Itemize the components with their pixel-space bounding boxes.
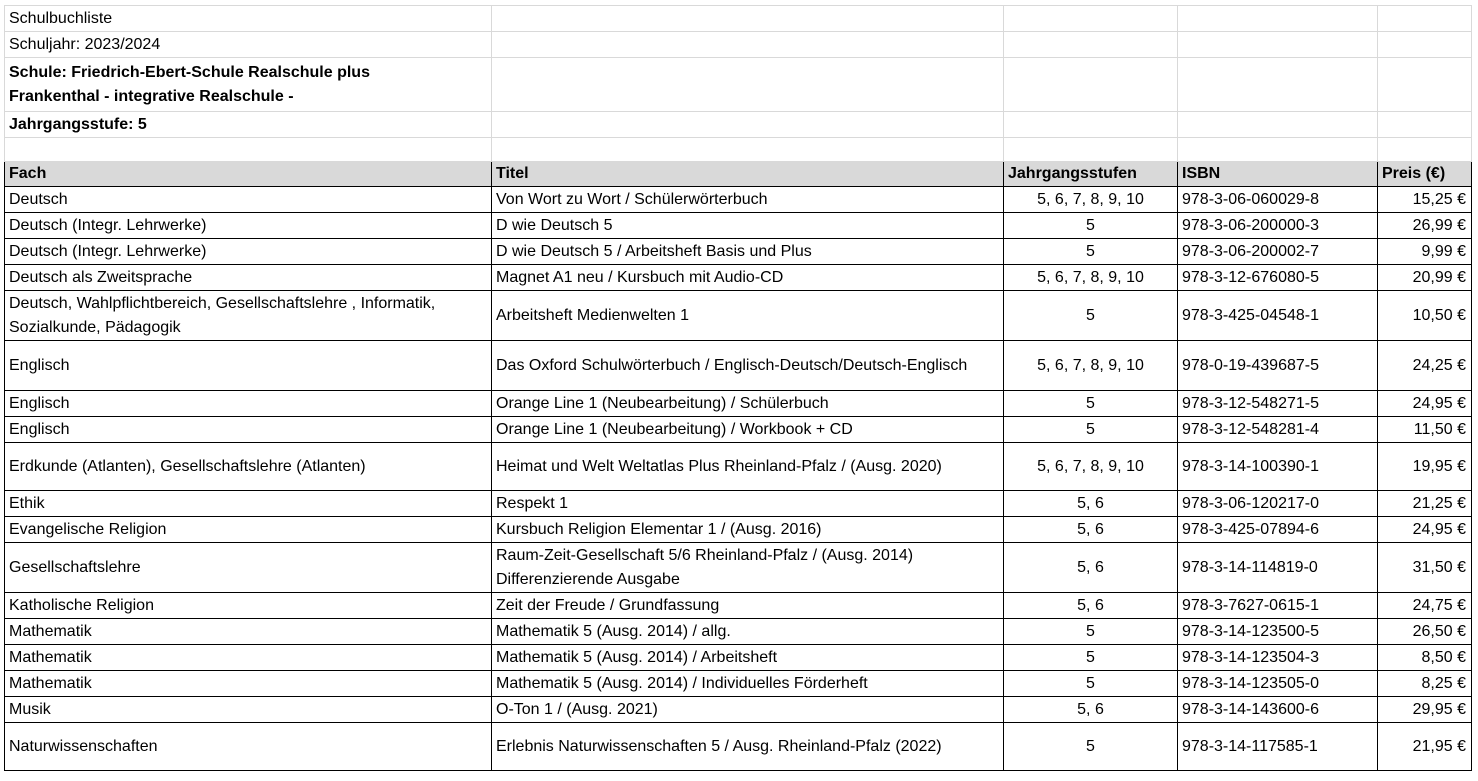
table-row: [5, 671, 1472, 697]
cell-isbn: 978-3-12-548281-4: [1178, 417, 1378, 443]
schulbuch-table: [4, 5, 1472, 771]
cell-fach: Gesellschaftslehre: [5, 543, 492, 593]
cell-titel: Von Wort zu Wort / Schülerwörterbuch: [492, 187, 1004, 213]
cell-titel: Arbeitsheft Medienwelten 1: [492, 291, 1004, 341]
cell-isbn: 978-3-14-117585-1: [1178, 723, 1378, 771]
cell-preis: 8,50 €: [1378, 645, 1472, 671]
cell-preis: 26,99 €: [1378, 213, 1472, 239]
cell-isbn: 978-3-14-100390-1: [1178, 443, 1378, 491]
cell-jahrgangsstufen: 5: [1004, 391, 1178, 417]
cell-preis: 31,50 €: [1378, 543, 1472, 593]
cell-jahrgangsstufen: 5: [1004, 645, 1178, 671]
cell-isbn: 978-3-06-200002-7: [1178, 239, 1378, 265]
title-row: [5, 6, 1472, 32]
cell-fach: Ethik: [5, 491, 492, 517]
cell-titel: Magnet A1 neu / Kursbuch mit Audio-CD: [492, 265, 1004, 291]
cell-titel: O-Ton 1 / (Ausg. 2021): [492, 697, 1004, 723]
cell-preis: 10,50 €: [1378, 291, 1472, 341]
column-header-isbn: ISBN: [1178, 162, 1378, 187]
cell-titel: Erlebnis Naturwissenschaften 5 / Ausg. Rheinland-Pfalz (2022): [492, 723, 1004, 771]
cell-preis: 24,25 €: [1378, 341, 1472, 391]
cell-jahrgangsstufen: 5, 6: [1004, 517, 1178, 543]
cell-isbn: 978-3-14-123504-3: [1178, 645, 1378, 671]
cell-fach: Deutsch, Wahlpflichtbereich, Gesellschaftslehre , Informatik, Sozialkunde, Pädagogik: [5, 291, 492, 341]
cell-fach: Naturwissenschaften: [5, 723, 492, 771]
cell-titel: Mathematik 5 (Ausg. 2014) / allg.: [492, 619, 1004, 645]
cell-titel: Raum-Zeit-Gesellschaft 5/6 Rheinland-Pfalz / (Ausg. 2014) Differenzierende Ausgabe: [492, 543, 1004, 593]
cell-titel: Kursbuch Religion Elementar 1 / (Ausg. 2016): [492, 517, 1004, 543]
table-row: [5, 697, 1472, 723]
cell-preis: 11,50 €: [1378, 417, 1472, 443]
cell-isbn: 978-3-425-04548-1: [1178, 291, 1378, 341]
table-row: [5, 543, 1472, 593]
table-row: [5, 391, 1472, 417]
cell-isbn: 978-3-06-200000-3: [1178, 213, 1378, 239]
column-header-row: [5, 162, 1472, 187]
cell-titel: Orange Line 1 (Neubearbeitung) / Schülerbuch: [492, 391, 1004, 417]
cell-fach: Mathematik: [5, 645, 492, 671]
cell-isbn: 978-3-14-143600-6: [1178, 697, 1378, 723]
cell-titel: Respekt 1: [492, 491, 1004, 517]
table-row: [5, 417, 1472, 443]
cell-preis: 24,95 €: [1378, 391, 1472, 417]
table-row: [5, 291, 1472, 341]
cell-titel: D wie Deutsch 5 / Arbeitsheft Basis und Plus: [492, 239, 1004, 265]
cell-jahrgangsstufen: 5, 6: [1004, 697, 1178, 723]
empty-row: [5, 138, 1472, 162]
cell-preis: 26,50 €: [1378, 619, 1472, 645]
cell-jahrgangsstufen: 5, 6: [1004, 593, 1178, 619]
table-row: [5, 239, 1472, 265]
cell-fach: Deutsch (Integr. Lehrwerke): [5, 239, 492, 265]
table-row: [5, 341, 1472, 391]
cell-jahrgangsstufen: 5, 6, 7, 8, 9, 10: [1004, 341, 1178, 391]
cell-titel: D wie Deutsch 5: [492, 213, 1004, 239]
table-row: [5, 593, 1472, 619]
table-row: [5, 619, 1472, 645]
cell-isbn: 978-3-14-123500-5: [1178, 619, 1378, 645]
column-header-jahrgangsstufen: Jahrgangsstufen: [1004, 162, 1178, 187]
cell-jahrgangsstufen: 5: [1004, 213, 1178, 239]
cell-jahrgangsstufen: 5, 6: [1004, 543, 1178, 593]
cell-isbn: 978-3-14-123505-0: [1178, 671, 1378, 697]
table-row: [5, 443, 1472, 491]
cell-titel: Zeit der Freude / Grundfassung: [492, 593, 1004, 619]
cell-jahrgangsstufen: 5: [1004, 723, 1178, 771]
schule-label: [5, 58, 492, 112]
cell-isbn: 978-3-7627-0615-1: [1178, 593, 1378, 619]
cell-titel: Mathematik 5 (Ausg. 2014) / Arbeitsheft: [492, 645, 1004, 671]
cell-fach: Musik: [5, 697, 492, 723]
jahrgangsstufe-row: [5, 112, 1472, 138]
cell-fach: Mathematik: [5, 671, 492, 697]
cell-preis: 9,99 €: [1378, 239, 1472, 265]
cell-jahrgangsstufen: 5: [1004, 417, 1178, 443]
cell-preis: 21,25 €: [1378, 491, 1472, 517]
schule-row: [5, 58, 1472, 112]
cell-isbn: 978-3-06-120217-0: [1178, 491, 1378, 517]
cell-preis: 21,95 €: [1378, 723, 1472, 771]
cell-titel: Mathematik 5 (Ausg. 2014) / Individuelles Förderheft: [492, 671, 1004, 697]
schuljahr-label: Schuljahr: 2023/2024: [5, 32, 492, 58]
cell-preis: 15,25 €: [1378, 187, 1472, 213]
cell-preis: 19,95 €: [1378, 443, 1472, 491]
cell-jahrgangsstufen: 5: [1004, 619, 1178, 645]
cell-isbn: 978-3-425-07894-6: [1178, 517, 1378, 543]
cell-jahrgangsstufen: 5, 6: [1004, 491, 1178, 517]
table-row: [5, 491, 1472, 517]
cell-titel: Heimat und Welt Weltatlas Plus Rheinland-Pfalz / (Ausg. 2020): [492, 443, 1004, 491]
cell-titel: Das Oxford Schulwörterbuch / Englisch-Deutsch/Deutsch-Englisch: [492, 341, 1004, 391]
data-rows: [5, 187, 1472, 771]
cell-fach: Deutsch als Zweitsprache: [5, 265, 492, 291]
table-row: [5, 213, 1472, 239]
cell-preis: 24,95 €: [1378, 517, 1472, 543]
cell-jahrgangsstufen: 5: [1004, 671, 1178, 697]
cell-fach: Mathematik: [5, 619, 492, 645]
cell-fach: Katholische Religion: [5, 593, 492, 619]
schule-line2: Frankenthal - integrative Realschule -: [9, 87, 294, 105]
column-header-fach: Fach: [5, 162, 492, 187]
cell-jahrgangsstufen: 5, 6, 7, 8, 9, 10: [1004, 443, 1178, 491]
cell-preis: 29,95 €: [1378, 697, 1472, 723]
cell-jahrgangsstufen: 5: [1004, 239, 1178, 265]
cell-fach: Evangelische Religion: [5, 517, 492, 543]
cell-titel: Orange Line 1 (Neubearbeitung) / Workbook + CD: [492, 417, 1004, 443]
cell-isbn: 978-3-06-060029-8: [1178, 187, 1378, 213]
cell-preis: 20,99 €: [1378, 265, 1472, 291]
cell-jahrgangsstufen: 5: [1004, 291, 1178, 341]
cell-fach: Englisch: [5, 341, 492, 391]
table-row: [5, 265, 1472, 291]
sheet-title: Schulbuchliste: [5, 6, 492, 32]
jahrgangsstufe-label: Jahrgangsstufe: 5: [5, 112, 492, 138]
cell-jahrgangsstufen: 5, 6, 7, 8, 9, 10: [1004, 187, 1178, 213]
cell-preis: 24,75 €: [1378, 593, 1472, 619]
column-header-titel: Titel: [492, 162, 1004, 187]
cell-preis: 8,25 €: [1378, 671, 1472, 697]
cell-isbn: 978-3-12-676080-5: [1178, 265, 1378, 291]
table-row: [5, 723, 1472, 771]
cell-jahrgangsstufen: 5, 6, 7, 8, 9, 10: [1004, 265, 1178, 291]
schule-line1: Schule: Friedrich-Ebert-Schule Realschule plus: [9, 63, 370, 81]
column-header-preis: Preis (€): [1378, 162, 1472, 187]
table-row: [5, 187, 1472, 213]
cell-fach: Englisch: [5, 391, 492, 417]
cell-fach: Englisch: [5, 417, 492, 443]
cell-isbn: 978-3-12-548271-5: [1178, 391, 1378, 417]
schuljahr-row: [5, 32, 1472, 58]
cell-fach: Deutsch: [5, 187, 492, 213]
table-row: [5, 645, 1472, 671]
cell-isbn: 978-3-14-114819-0: [1178, 543, 1378, 593]
cell-isbn: 978-0-19-439687-5: [1178, 341, 1378, 391]
table-row: [5, 517, 1472, 543]
cell-fach: Erdkunde (Atlanten), Gesellschaftslehre (Atlanten): [5, 443, 492, 491]
cell-fach: Deutsch (Integr. Lehrwerke): [5, 213, 492, 239]
